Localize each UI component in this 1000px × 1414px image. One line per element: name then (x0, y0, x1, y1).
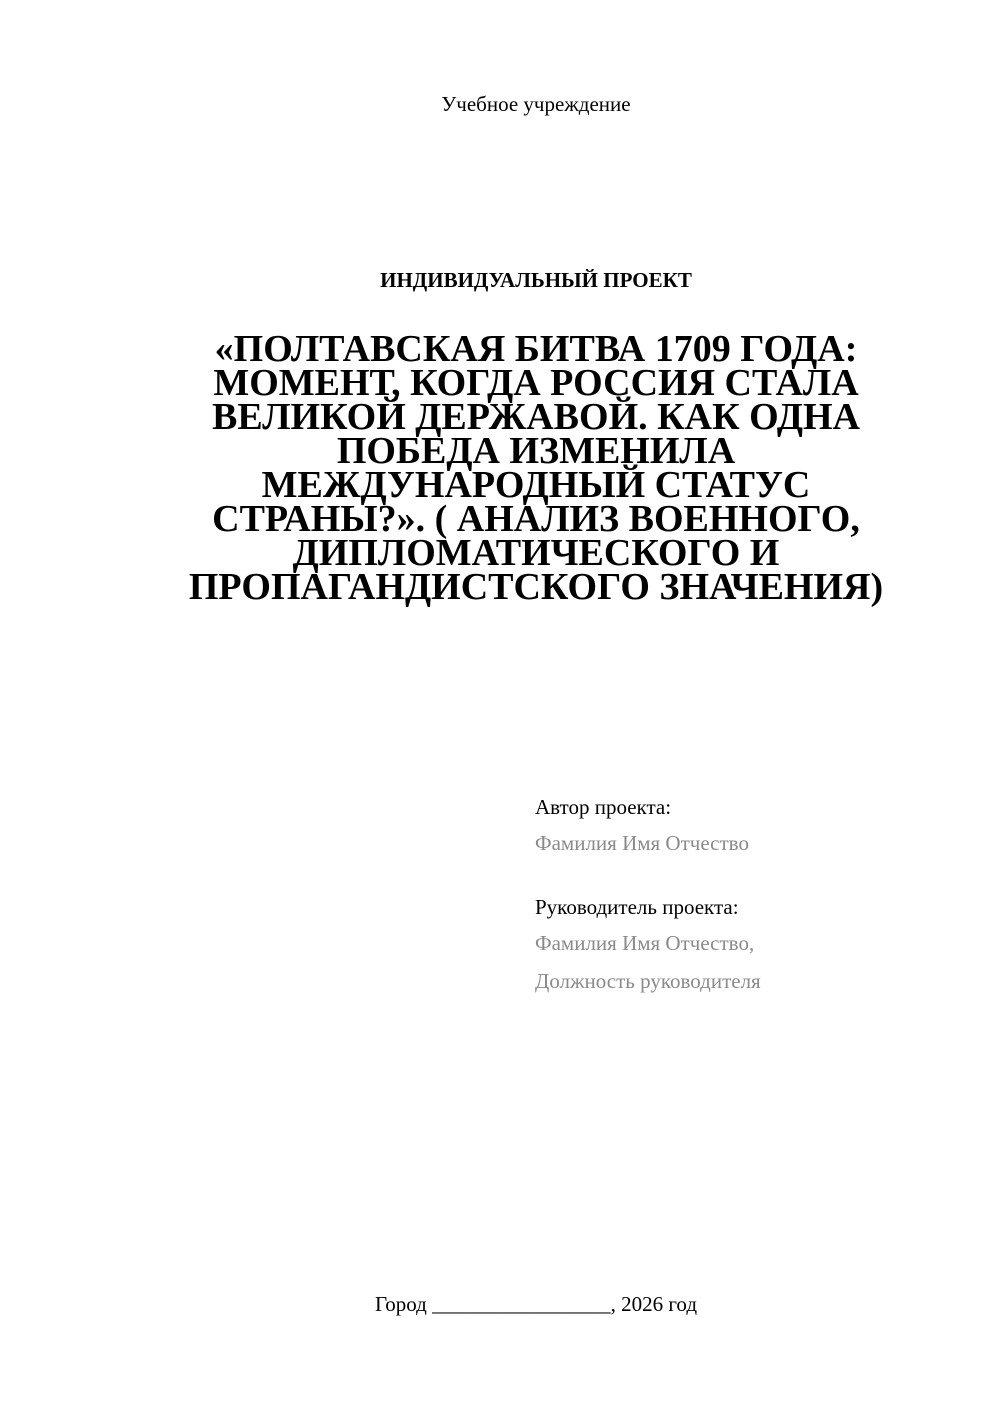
document-type: ИНДИВИДУАЛЬНЫЙ ПРОЕКТ (380, 268, 692, 292)
supervisor-position-placeholder: Должность руководителя (535, 969, 761, 993)
title-line: СТРАНЫ?». ( АНАЛИЗ ВОЕННОГО, (212, 498, 860, 540)
supervisor-label: Руководитель проекта: (535, 895, 739, 919)
title-line: «ПОЛТАВСКАЯ БИТВА 1709 ГОДА: (214, 328, 858, 370)
title-line: ПОБЕДА ИЗМЕНИЛА (336, 430, 736, 472)
title-line: ПРОПАГАНДИСТСКОГО ЗНАЧЕНИЯ) (188, 566, 884, 608)
title-line: МОМЕНТ, КОГДА РОССИЯ СТАЛА (213, 362, 859, 404)
document-title (150, 328, 922, 608)
title-line: МЕЖДУНАРОДНЫЙ СТАТУС (261, 464, 811, 506)
title-line: ДИПЛОМАТИЧЕСКОГО И (292, 532, 780, 574)
city-year-line: Город _________________, 2026 год (374, 1292, 698, 1316)
author-name-placeholder: Фамилия Имя Отчество (535, 831, 749, 855)
title-line: ВЕЛИКОЙ ДЕРЖАВОЙ. КАК ОДНА (212, 396, 860, 438)
authors-block (535, 790, 975, 1000)
institution-name: Учебное учреждение (441, 92, 631, 116)
author-label: Автор проекта: (535, 795, 672, 819)
supervisor-name-placeholder: Фамилия Имя Отчество, (535, 931, 755, 955)
